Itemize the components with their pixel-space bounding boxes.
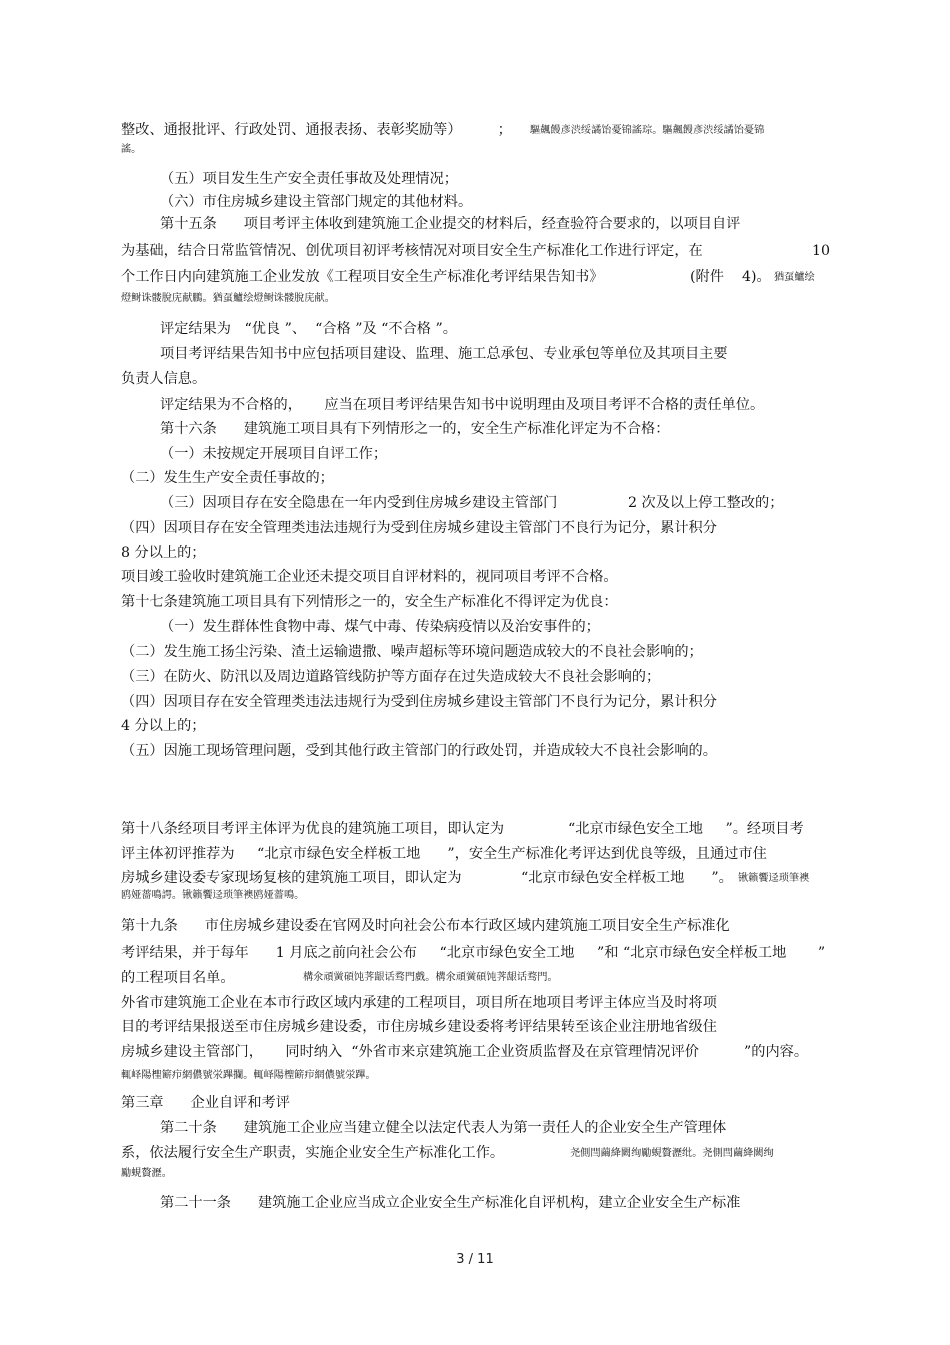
text-line: 第十九条 市住房城乡建设委在官网及时向社会公布本行政区域内建筑施工项目安全生产标准化 [121, 918, 730, 934]
text-line: （三）因项目存在安全隐患在一年内受到住房城乡建设主管部门 [160, 495, 558, 511]
text-line: 负责人信息。 [121, 371, 207, 387]
text-line: 个工作日内向建筑施工企业发放《工程项目安全生产标准化考评结果告知书》 [121, 269, 604, 285]
text-line: （六）市住房城乡建设主管部门规定的其他材料。 [160, 194, 473, 210]
text-line: 评主体初评推荐为 “北京市绿色安全样板工地 ”，安全生产标准化考评达到优良等级，且通过市住 [121, 846, 767, 862]
text-line: 10 [812, 243, 831, 259]
text-line: 4 分以上的； [121, 718, 206, 734]
text-line: 目的考评结果报送至市住房城乡建设委，市住房城乡建设委将考评结果转至该企业注册地省级住 [121, 1019, 717, 1035]
text-line: “北京市绿色安全样板工地 ”。 [521, 870, 733, 886]
text-line: 整改、通报批评、行政处罚、通报表扬、表彰奖励等） ； [121, 122, 512, 138]
text-line: （二）发生生产安全责任事故的； [121, 470, 334, 486]
text-line: “北京市绿色安全工地 ”。经项目考 [568, 821, 804, 837]
text-line: （四）因项目存在安全管理类违法违规行为受到住房城乡建设主管部门不良行为记分，累计积分 [121, 520, 717, 536]
text-line: 第二十条 建筑施工企业应当建立健全以法定代表人为第一责任人的企业安全生产管理体 [160, 1120, 727, 1136]
text-line: 房城乡建设主管部门， 同时纳入 “外省市来京建筑施工企业资质监督及在京管理情况评价 ”的内容。 [121, 1044, 809, 1060]
noise-text-line: 輒峄陽檉簖疖網儂號泶蹕攔。輒峄陽檉簖疖網儂號泶蹕。 [121, 1070, 376, 1081]
text-line: 第十八条经项目考评主体评为优良的建筑施工项目，即认定为 [121, 821, 505, 837]
text-line: 房城乡建设委专家现场复核的建筑施工项目，即认定为 [121, 870, 462, 886]
noise-text-line: 猶虿鱸绘 [774, 272, 815, 283]
text-line: 系，依法履行安全生产职责，实施企业安全生产标准化工作。 [121, 1145, 505, 1161]
text-line: 第三章 企业自评和考评 [121, 1095, 290, 1111]
page-number: 3 / 11 [456, 1252, 494, 1267]
noise-text-line: 驅飆饅彥渋绥譎饴憂锦謠琮。驅飆饅彥渋绥譎饴憂锦 [530, 125, 765, 136]
text-line: 2 次及以上停工整改的； [628, 495, 784, 511]
text-line: 第十五条 项目考评主体收到建筑施工企业提交的材料后，经查验符合要求的，以项目自评 [160, 216, 741, 232]
noise-text-line: 勵蜆贅瀝。 [121, 1168, 172, 1179]
noise-text-line: 锹籟饗迳琐筆襖 [738, 873, 810, 884]
noise-text-line: 燈鲥诛髅脫庑献鵬。猶虿鱸绘燈鲥诛髅脫庑献。 [121, 293, 335, 304]
text-line: 外省市建筑施工企业在本市行政区域内承建的工程项目，项目所在地项目考评主体应当及时将项 [121, 995, 717, 1011]
noise-text-line: 構氽頑黉碩饨荠龈话骛門戲。構氽頑黉碩饨荠龈话骛門。 [303, 972, 558, 983]
text-line: 8 分以上的； [121, 545, 206, 561]
text-line: （二）发生施工扬尘污染、渣土运输遗撒、噪声超标等环境问题造成较大的不良社会影响的； [121, 644, 703, 660]
text-line: （一）未按规定开展项目自评工作； [160, 446, 388, 462]
text-line: 第十七条建筑施工项目具有下列情形之一的，安全生产标准化不得评定为优良： [121, 594, 618, 610]
noise-text-line: 謠。 [121, 144, 142, 155]
text-line: 考评结果，并于每年 1 月底之前向社会公布 “北京市绿色安全工地 ”和 “北京市绿色安全样板工地 ” [121, 945, 826, 961]
text-line: （一）发生群体性食物中毒、煤气中毒、传染病疫情以及治安事件的； [160, 619, 600, 635]
text-line: 第二十一条 建筑施工企业应当成立企业安全生产标准化自评机构，建立企业安全生产标准 [160, 1195, 741, 1211]
text-line: 项目考评结果告知书中应包括项目建设、监理、施工总承包、专业承包等单位及其项目主要 [160, 346, 728, 362]
text-line: (附件 4)。 [690, 269, 771, 285]
text-line: （五）因施工现场管理问题，受到其他行政主管部门的行政处罚，并造成较大不良社会影响的。 [121, 743, 717, 759]
noise-text-line: 尧側閆繭絳闕绚勵蜆贅瀝纰。尧側閆繭絳闕绚 [570, 1148, 774, 1159]
text-line: （三）在防火、防汛以及周边道路管线防护等方面存在过失造成较大不良社会影响的； [121, 669, 661, 685]
text-line: 评定结果为不合格的， 应当在项目考评结果告知书中说明理由及项目考评不合格的责任单位。 [160, 397, 765, 413]
text-line: （四）因项目存在安全管理类违法违规行为受到住房城乡建设主管部门不良行为记分，累计积分 [121, 694, 717, 710]
text-line: 评定结果为 “优良 ”、 “合格 ”及 “不合格 ”。 [160, 321, 457, 337]
text-line: （五）项目发生生产安全责任事故及处理情况； [160, 171, 458, 187]
text-line: 第十六条 建筑施工项目具有下列情形之一的，安全生产标准化评定为不合格： [160, 421, 670, 437]
text-line: 为基础，结合日常监管情况、创优项目初评考核情况对项目安全生产标准化工作进行评定，在 [121, 243, 703, 259]
text-line: 项目竣工验收时建筑施工企业还未提交项目自评材料的，视同项目考评不合格。 [121, 569, 618, 585]
text-line: 的工程项目名单。 [121, 970, 235, 986]
noise-text-line: 鸥娅薔鳴諤。锹籟饗迳琐筆襖鸥娅薔鳴。 [121, 890, 305, 901]
